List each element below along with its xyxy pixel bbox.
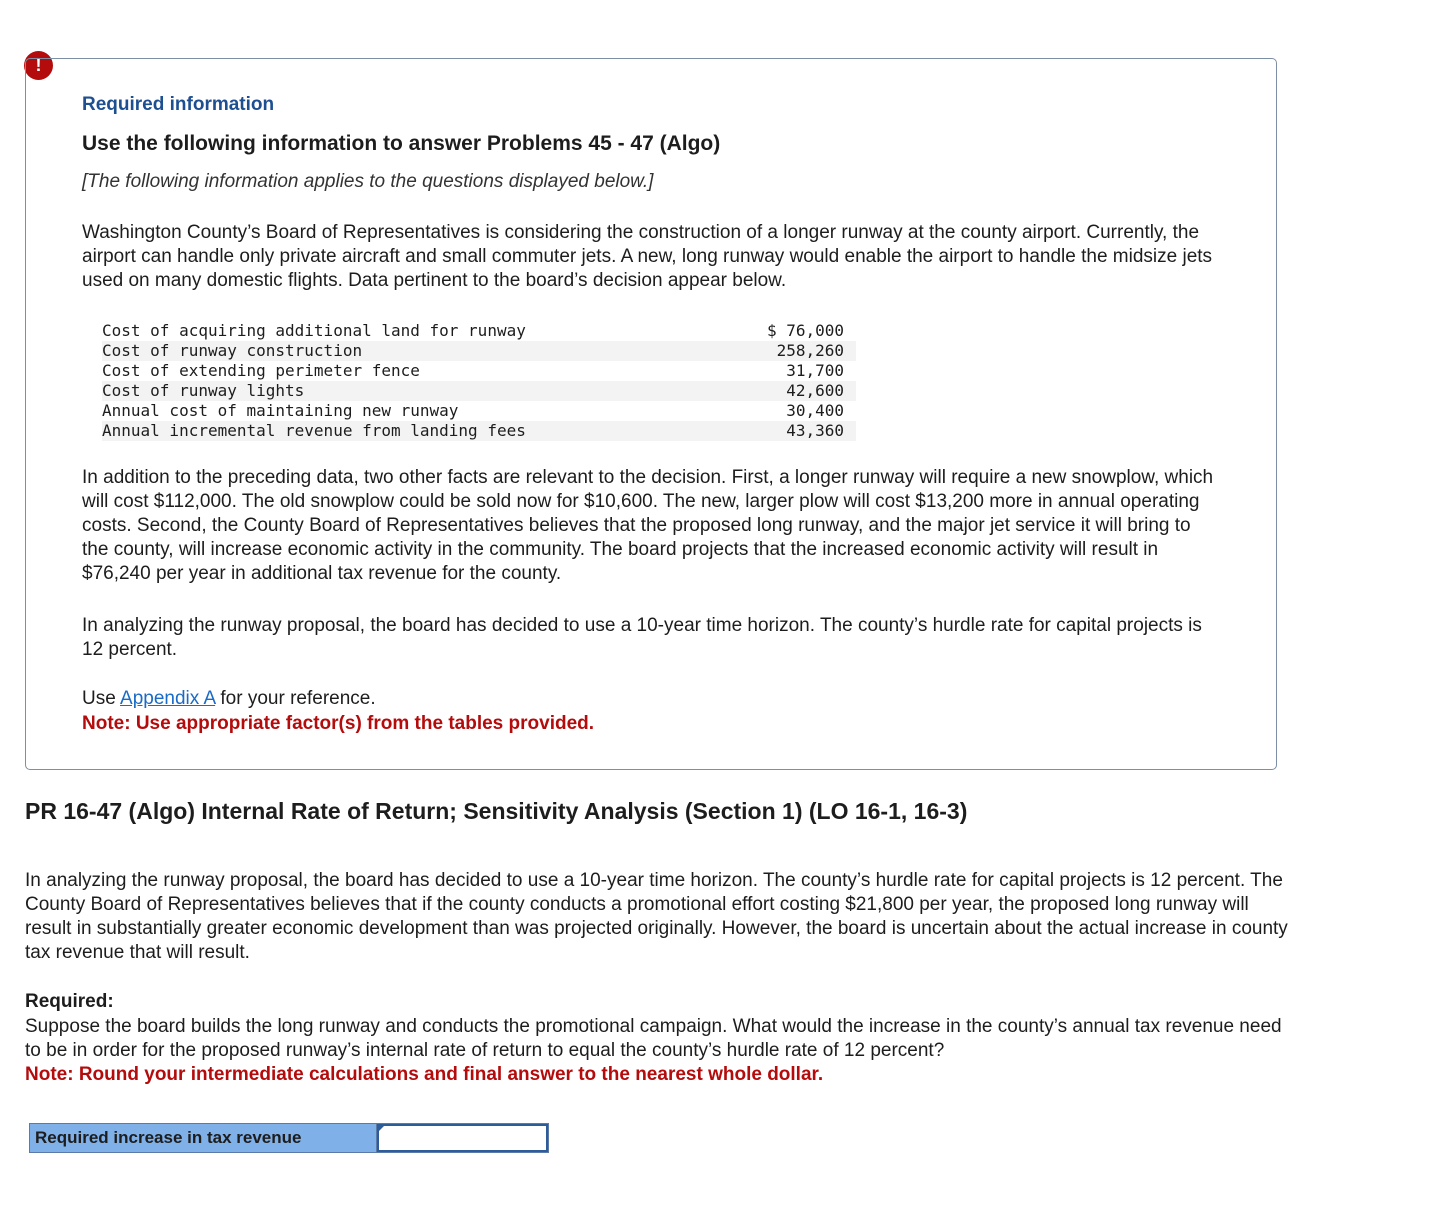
problem-title: PR 16-47 (Algo) Internal Rate of Return; Sensitivity Analysis (Section 1) (LO 16-1, 16-3) xyxy=(25,798,968,824)
required-information-panel xyxy=(25,58,1277,770)
required-question: Suppose the board builds the long runway and conducts the promotional campaign. What would the increase in the county’s annual tax revenue need to be in order for the proposed runway’s internal rate of return to equal the county’s hurdle rate of 12 percent? xyxy=(25,1016,1282,1061)
row-label: Cost of runway lights xyxy=(102,381,725,401)
row-value: 43,360 xyxy=(725,421,856,441)
row-label: Cost of runway construction xyxy=(102,341,725,361)
row-label: Cost of acquiring additional land for runway xyxy=(102,321,526,340)
row-value: $ 76,000 xyxy=(766,321,844,340)
appendix-reference xyxy=(82,688,376,710)
row-label: Annual cost of maintaining new runway xyxy=(102,401,459,420)
row-value: 42,600 xyxy=(725,381,856,401)
table-row xyxy=(102,361,856,381)
tax-revenue-input[interactable] xyxy=(377,1124,548,1152)
time-horizon-paragraph: In analyzing the runway proposal, the board has decided to use a 10-year time horizon. The county’s hurdle rate for capital projects is 12 percent. xyxy=(82,615,1202,660)
additional-facts-paragraph: In addition to the preceding data, two other facts are relevant to the decision. First, a longer runway will require a new snowplow, which will cost $112,000. The old snowplow could be sold now for $10,600. The new, larger plow will cost $13,200 more in annual operating costs. Second, the County Board of Representatives believes that the proposed long runway, and the major jet service it will bring to the county, will increase economic activity in the community. The board projects that the increased economic activity will result in $76,240 per year in additional tax revenue for the county. xyxy=(82,467,1214,584)
problem-description: In analyzing the runway proposal, the board has decided to use a 10-year time horizon. The county’s hurdle rate for capital projects is 12 percent. The County Board of Representatives believes that if the county conducts a promotional effort costing $21,800 per year, the proposed long runway will result in substantially greater economic development than was projected originally. However, the board is uncertain about the actual increase in county tax revenue that will result. xyxy=(25,870,1288,963)
answer-row xyxy=(29,1123,549,1153)
intro-paragraph: Washington County’s Board of Representatives is considering the construction of a longer runway at the county airport. Currently, the airport can handle only private aircraft and small commuter jets. A new, long runway would enable the airport to handle the midsize jets used on many domestic flights. Data pertinent to the board’s decision appear below. xyxy=(82,222,1213,291)
required-label: Required: xyxy=(25,991,114,1012)
answer-input-wrapper xyxy=(377,1124,548,1152)
table-row xyxy=(102,341,856,361)
appendix-prefix: Use xyxy=(82,688,116,709)
table-row xyxy=(102,321,856,341)
required-information-heading: Required information xyxy=(82,94,275,115)
row-value: 258,260 xyxy=(725,341,856,361)
problem-set-heading: Use the following information to answer Problems 45 - 47 (Algo) xyxy=(82,132,721,155)
input-flag-icon xyxy=(377,1124,386,1133)
table-row xyxy=(102,381,856,401)
table-row xyxy=(102,421,856,441)
answer-label: Required increase in tax revenue xyxy=(30,1124,377,1152)
row-label: Cost of extending perimeter fence xyxy=(102,361,420,380)
row-value: 30,400 xyxy=(786,401,844,420)
appendix-suffix: for your reference. xyxy=(220,688,376,709)
cost-data-table xyxy=(102,321,856,441)
applies-note: [The following information applies to the questions displayed below.] xyxy=(82,171,654,192)
table-row xyxy=(102,401,856,421)
alert-icon: ! xyxy=(24,51,53,80)
row-label: Annual incremental revenue from landing fees xyxy=(102,421,725,441)
appendix-a-link[interactable]: Appendix A xyxy=(120,688,216,709)
rounding-note: Note: Round your intermediate calculations and final answer to the nearest whole dollar. xyxy=(25,1064,824,1085)
row-value: 31,700 xyxy=(786,361,844,380)
factor-note: Note: Use appropriate factor(s) from the tables provided. xyxy=(82,713,595,734)
